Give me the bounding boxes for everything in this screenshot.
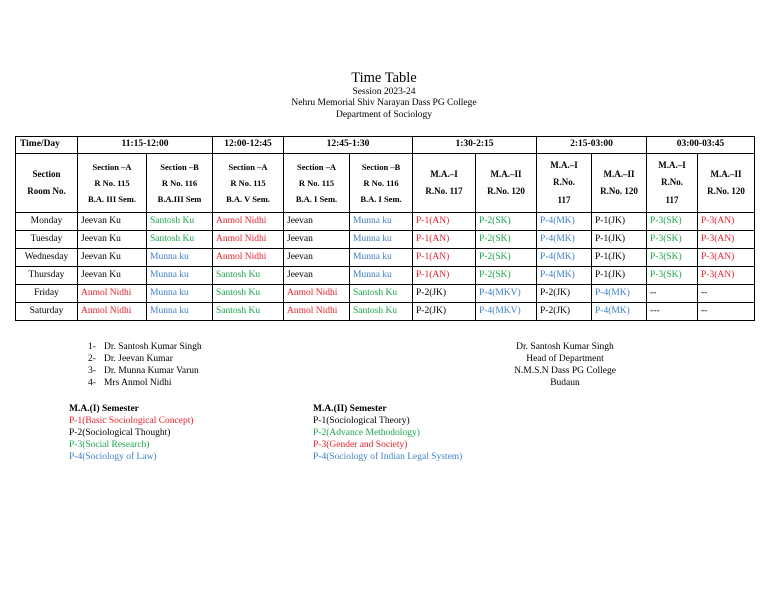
assignment-cell: P-2(SK)	[476, 267, 537, 285]
column-header-line: R.No.	[661, 177, 683, 188]
faculty-number: 2-	[88, 354, 96, 364]
section-room-row	[16, 154, 755, 213]
faculty-item	[88, 377, 202, 389]
assignment-cell: P-2(JK)	[537, 285, 592, 303]
ma2-paper-4: P-4(Sociology of Indian Legal System)	[313, 452, 463, 462]
column-header	[476, 154, 537, 213]
column-header	[537, 154, 592, 213]
table-row	[16, 231, 755, 249]
column-header	[284, 154, 350, 213]
hod-name: Dr. Santosh Kumar Singh	[516, 342, 614, 352]
ma2-papers	[313, 403, 462, 463]
column-header-line: R.No. 120	[487, 186, 525, 196]
assignment-cell: Munna ku	[147, 303, 213, 321]
ma2-heading: M.A.(II) Semester	[313, 404, 387, 414]
assignment-cell: Munna ku	[147, 267, 213, 285]
assignment-cell: Munna ku	[350, 231, 413, 249]
assignment-cell: ---	[647, 303, 698, 321]
table-row	[16, 267, 755, 285]
hod-college: N.M.S.N Dass PG College	[514, 366, 616, 376]
assignment-cell: P-1(JK)	[592, 231, 647, 249]
day-cell: Wednesday	[16, 249, 78, 267]
day-cell: Thursday	[16, 267, 78, 285]
assignment-cell: Anmol Nidhi	[78, 285, 147, 303]
assignment-cell: Jeevan Ku	[78, 249, 147, 267]
slot-header: 03:00-03:45	[647, 137, 755, 154]
assignment-cell: P-2(JK)	[413, 303, 476, 321]
column-header-line: 117	[557, 194, 571, 205]
ma2-paper-1: P-1(Sociological Theory)	[313, 416, 410, 426]
column-header	[647, 154, 698, 213]
slot-header: 2:15-03:00	[537, 137, 647, 154]
assignment-cell: P-3(AN)	[698, 231, 755, 249]
slot-header: 11:15-12:00	[78, 137, 213, 154]
assignment-cell: Santosh Ku	[147, 213, 213, 231]
assignment-cell: Jeevan Ku	[78, 267, 147, 285]
assignment-cell: Munna ku	[350, 213, 413, 231]
column-header-line: R.No. 117	[425, 186, 463, 196]
assignment-cell: Munna ku	[350, 267, 413, 285]
assignment-cell: P-4(MK)	[592, 303, 647, 321]
time-slot-row	[16, 137, 755, 154]
ma1-paper-1: P-1(Basic Sociological Concept)	[69, 416, 194, 426]
assignment-cell: P-3(SK)	[647, 231, 698, 249]
assignment-cell: Jeevan Ku	[78, 213, 147, 231]
assignment-cell: P-1(AN)	[413, 267, 476, 285]
assignment-cell: Anmol Nidhi	[213, 213, 284, 231]
assignment-cell: Munna ku	[147, 249, 213, 267]
assignment-cell: P-2(JK)	[537, 303, 592, 321]
day-cell: Tuesday	[16, 231, 78, 249]
faculty-name: Dr. Jeevan Kumar	[104, 354, 173, 364]
assignment-cell: P-4(MK)	[537, 213, 592, 231]
column-header-line: R No. 115	[94, 177, 130, 188]
assignment-cell: Anmol Nidhi	[213, 231, 284, 249]
assignment-cell: Santosh Ku	[213, 267, 284, 285]
assignment-cell: P-1(JK)	[592, 249, 647, 267]
faculty-name: Mrs Anmol Nidhi	[104, 378, 172, 388]
column-header-line: Section –B	[160, 161, 199, 172]
room-label: Room No.	[27, 186, 66, 196]
faculty-item	[88, 365, 202, 377]
section-room-label	[16, 154, 78, 213]
faculty-number: 1-	[88, 342, 96, 352]
assignment-cell: Jeevan Ku	[78, 231, 147, 249]
assignment-cell: P-2(JK)	[413, 285, 476, 303]
day-cell: Friday	[16, 285, 78, 303]
assignment-cell: Santosh Ku	[350, 303, 413, 321]
assignment-cell: P-2(SK)	[476, 213, 537, 231]
assignment-cell: Anmol Nidhi	[213, 249, 284, 267]
column-header-line: M.A.–II	[603, 168, 635, 179]
assignment-cell: P-1(JK)	[592, 267, 647, 285]
assignment-cell: Jeevan	[284, 267, 350, 285]
column-header-line: B.A. III Sem.	[88, 194, 136, 205]
faculty-name: Dr. Munna Kumar Varun	[104, 366, 199, 376]
column-header	[350, 154, 413, 213]
column-header-line: M.A.–I	[550, 160, 578, 171]
assignment-cell: Santosh Ku	[213, 285, 284, 303]
faculty-number: 4-	[88, 378, 96, 388]
assignment-cell: P-3(AN)	[698, 249, 755, 267]
ma2-paper-2: P-2(Advance Methodology)	[313, 428, 420, 438]
column-header-line: 117	[665, 194, 679, 205]
column-header	[213, 154, 284, 213]
assignment-cell: --	[647, 285, 698, 303]
assignment-cell: Jeevan	[284, 249, 350, 267]
column-header	[698, 154, 755, 213]
assignment-cell: Santosh Ku	[350, 285, 413, 303]
timetable-body	[16, 213, 755, 321]
column-header	[592, 154, 647, 213]
faculty-number: 3-	[88, 366, 96, 376]
column-header	[413, 154, 476, 213]
column-header-line: R No. 115	[298, 177, 335, 188]
ma1-paper-2: P-2(Sociological Thought)	[69, 428, 171, 438]
column-header-line: R.No. 120	[600, 186, 638, 196]
assignment-cell: Santosh Ku	[213, 303, 284, 321]
assignment-cell: P-4(MK)	[537, 249, 592, 267]
day-cell: Monday	[16, 213, 78, 231]
faculty-item	[88, 341, 202, 353]
hod-role: Head of Department	[526, 354, 604, 364]
column-header-line: R.No.	[553, 177, 575, 188]
slot-header: 12:45-1:30	[284, 137, 413, 154]
column-header-line: R No. 116	[161, 177, 198, 188]
assignment-cell: Anmol Nidhi	[284, 303, 350, 321]
assignment-cell: --	[698, 285, 755, 303]
ma1-heading: M.A.(I) Semester	[69, 404, 139, 414]
ma1-paper-4: P-4(Sociology of Law)	[69, 452, 157, 462]
column-header-line: B.A. V Sem.	[226, 194, 270, 205]
ma1-paper-3: P-3(Social Research)	[69, 440, 150, 450]
assignment-cell: P-1(AN)	[413, 231, 476, 249]
assignment-cell: P-4(MK)	[592, 285, 647, 303]
column-header-line: R No. 115	[230, 177, 266, 188]
assignment-cell: P-3(SK)	[647, 249, 698, 267]
slot-header: 1:30-2:15	[413, 137, 537, 154]
day-cell: Saturday	[16, 303, 78, 321]
assignment-cell: P-3(SK)	[647, 267, 698, 285]
slot-header: 12:00-12:45	[213, 137, 284, 154]
assignment-cell: P-4(MK)	[537, 231, 592, 249]
faculty-list	[88, 341, 202, 389]
assignment-cell: Munna ku	[350, 249, 413, 267]
table-row	[16, 213, 755, 231]
faculty-name: Dr. Santosh Kumar Singh	[104, 342, 202, 352]
column-header-line: Section –A	[92, 161, 132, 172]
assignment-cell: Jeevan	[284, 213, 350, 231]
faculty-item	[88, 353, 202, 365]
timetable	[15, 136, 755, 321]
column-header-line: Section –A	[228, 161, 268, 172]
column-header-line: M.A.–I	[658, 160, 686, 171]
assignment-cell: P-4(MKV)	[476, 285, 537, 303]
column-header-line: B.A. I Sem.	[295, 194, 338, 205]
assignment-cell: --	[698, 303, 755, 321]
assignment-cell: Anmol Nidhi	[78, 303, 147, 321]
signature-block	[500, 341, 630, 389]
section-label: Section	[32, 168, 61, 179]
column-header-line: M.A.–II	[490, 168, 522, 179]
assignment-cell: P-3(SK)	[647, 213, 698, 231]
session-line: Session 2023-24	[352, 87, 416, 97]
column-header-line: B.A.III Sem	[157, 194, 202, 205]
table-row	[16, 285, 755, 303]
column-header-line: M.A.–I	[430, 168, 458, 179]
column-header-line: Section –B	[361, 161, 401, 172]
assignment-cell: P-3(AN)	[698, 213, 755, 231]
hod-place: Budaun	[550, 378, 580, 388]
column-header-line: R No. 116	[363, 177, 399, 188]
column-header-line: R.No. 120	[707, 186, 745, 196]
assignment-cell: P-4(MKV)	[476, 303, 537, 321]
department-name: Department of Sociology	[335, 110, 433, 120]
page-title: Time Table	[351, 70, 417, 86]
table-row	[16, 249, 755, 267]
assignment-cell: P-1(AN)	[413, 213, 476, 231]
assignment-cell: P-4(MK)	[537, 267, 592, 285]
college-name: Nehru Memorial Shiv Narayan Dass PG College	[291, 98, 477, 108]
assignment-cell: P-2(SK)	[476, 249, 537, 267]
ma1-papers	[69, 403, 194, 463]
column-header	[147, 154, 213, 213]
assignment-cell: Anmol Nidhi	[284, 285, 350, 303]
column-header-line: B.A. I Sem.	[360, 194, 402, 205]
assignment-cell: P-3(AN)	[698, 267, 755, 285]
assignment-cell: P-1(JK)	[592, 213, 647, 231]
assignment-cell: P-2(SK)	[476, 231, 537, 249]
table-row	[16, 303, 755, 321]
assignment-cell: Jeevan	[284, 231, 350, 249]
assignment-cell: Munna ku	[147, 285, 213, 303]
time-day-header: Time/Day	[16, 137, 78, 154]
assignment-cell: Santosh Ku	[147, 231, 213, 249]
ma2-paper-3: P-3(Gender and Society)	[313, 440, 408, 450]
column-header-line: M.A.–II	[710, 168, 742, 179]
column-header-line: Section –A	[297, 161, 336, 172]
column-header	[78, 154, 147, 213]
assignment-cell: P-1(AN)	[413, 249, 476, 267]
